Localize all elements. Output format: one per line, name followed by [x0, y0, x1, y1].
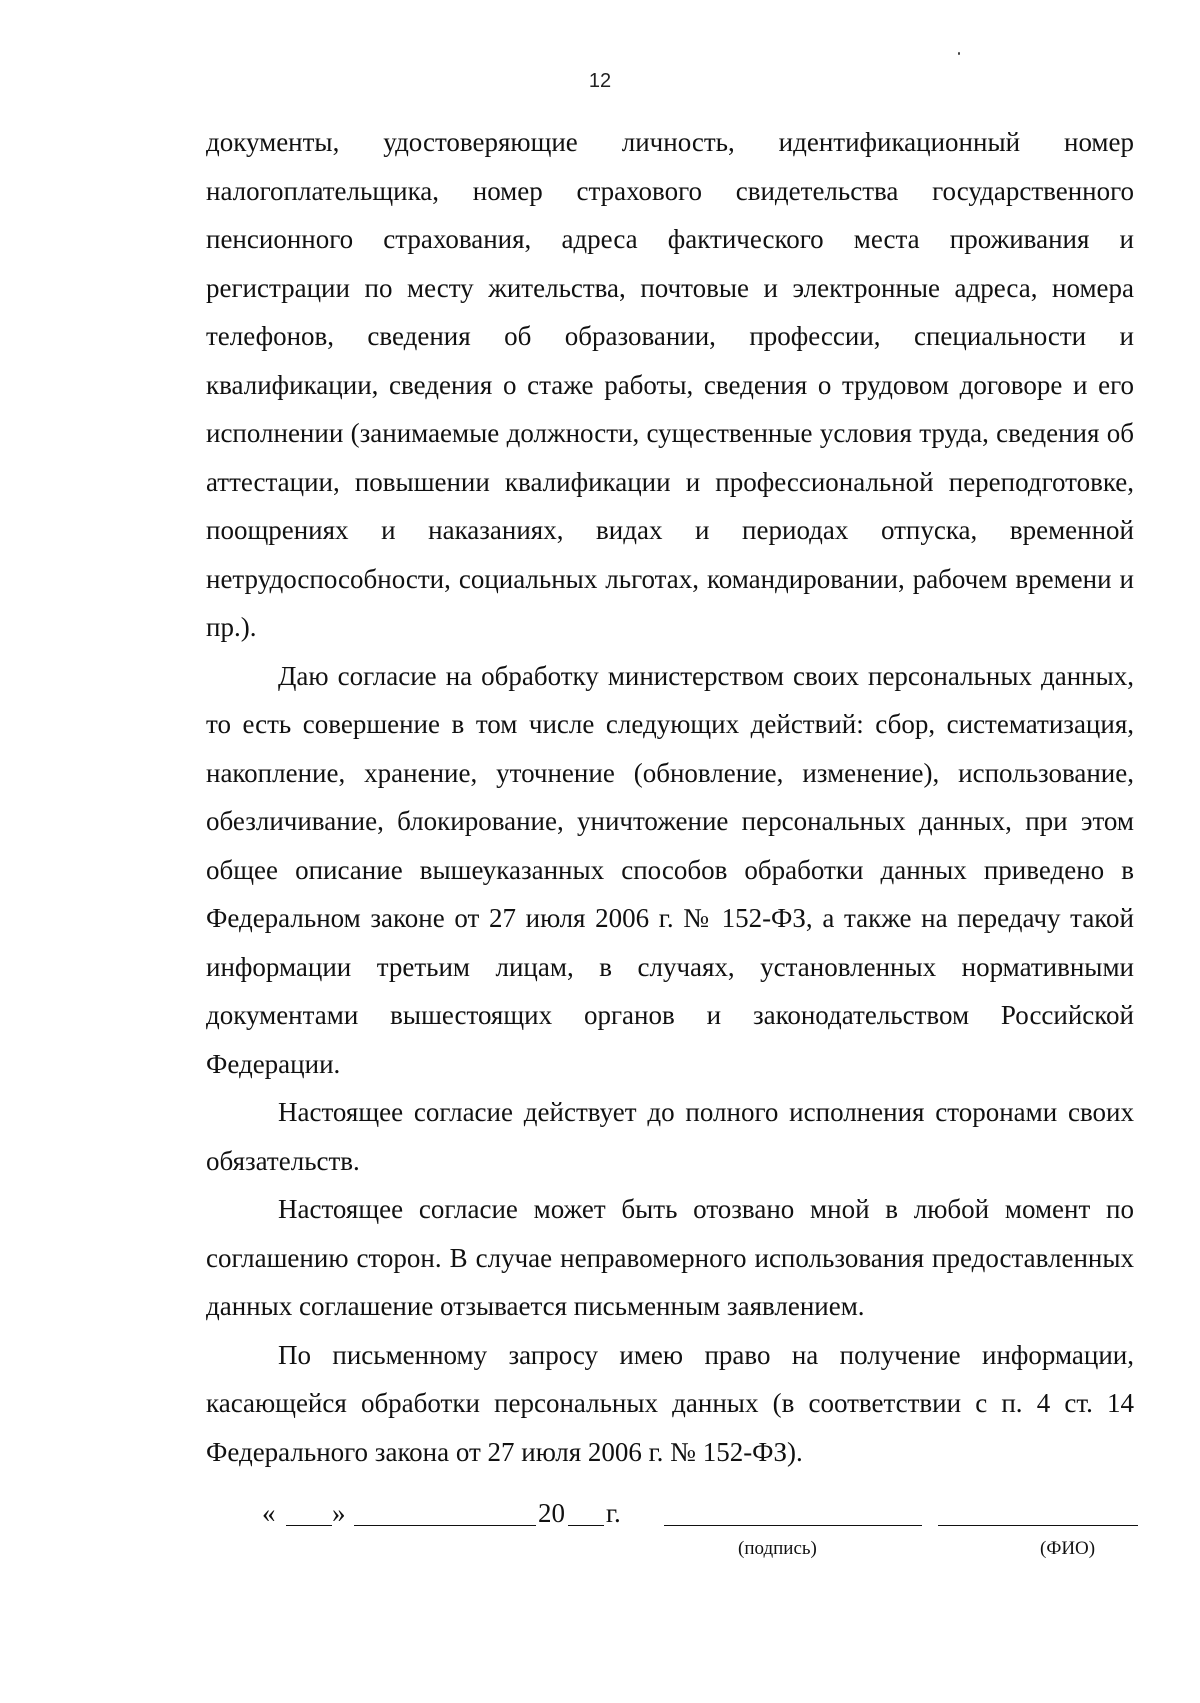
paragraph-personal-data-list: документы, удостоверяющие личность, идентификационный номер налогоплательщика, номер страхового свидетельства государственного пенсионного страхования, адреса фактического места проживания и регистрации по месту жительства, почтовые и электронные адреса, номера телефонов, сведения об образовании, профессии, специальности и квалификации, сведения о стаже работы, сведения о трудовом договоре и его исполнении (занимаемые должности, существенные условия труда, сведения об аттестации, повышении квалификации и профессиональной переподготовке, поощрениях и наказаниях, видах и периодах отпуска, временной нетрудоспособности, социальных льготах, командировании, рабочем времени и пр.). [206, 127, 1134, 642]
date-month-blank[interactable] [354, 1525, 536, 1526]
full-name-caption: (ФИО) [1040, 1538, 1096, 1559]
signature-caption: (подпись) [738, 1538, 817, 1559]
paragraph-information-request: По письменному запросу имею право на получение информации, касающейся обработки персональных данных (в соответствии с п. 4 ст. 14 Федерального закона от 27 июля 2006 г. № 152-ФЗ). [206, 1339, 1134, 1467]
paragraph-consent-processing: Даю согласие на обработку министерством своих персональных данных, то есть совершение в том числе следующих действий: сбор, систематизация, накопление, хранение, уточнение (обновление, изменение), использование, обезличивание, блокирование, уничтожение персональных данных, при этом общее описание вышеуказанных способов обработки данных приведено в Федеральном законе от 27 июля 2006 г. № 152-ФЗ, а также на передачу такой информации третьим лицам, в случаях, установленных нормативными документами вышестоящих органов и законодательством Российской Федерации. [206, 660, 1134, 1079]
date-year-prefix: 20 [538, 1498, 565, 1528]
document-body [206, 118, 1134, 1476]
page-number: 12 [588, 70, 612, 92]
date-day-blank[interactable] [286, 1525, 332, 1526]
signature-blank[interactable] [664, 1525, 922, 1526]
paragraph-consent-duration: Настоящее согласие действует до полного исполнения сторонами своих обязательств. [206, 1097, 1134, 1176]
date-year-suffix: г. [606, 1498, 621, 1528]
date-open-quote: « [262, 1498, 276, 1528]
scan-speck [958, 52, 960, 55]
paragraph-consent-revocation: Настоящее согласие может быть отозвано мной в любой момент по соглашению сторон. В случае неправомерного использования предоставленных данных соглашение отзывается письменным заявлением. [206, 1194, 1134, 1321]
date-year-blank[interactable] [568, 1525, 604, 1526]
date-close-quote: » [332, 1498, 346, 1528]
full-name-blank[interactable] [938, 1525, 1138, 1526]
signature-row [262, 1495, 1142, 1535]
